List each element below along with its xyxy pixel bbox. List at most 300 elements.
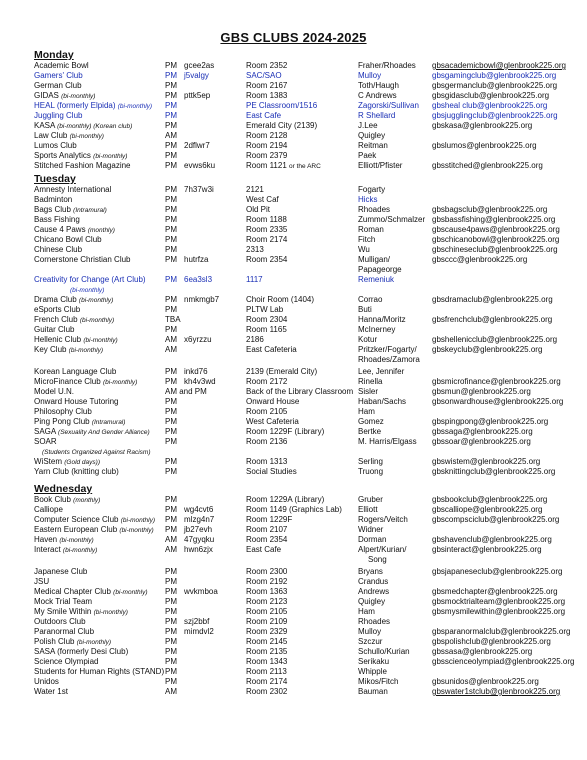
meeting-time: AM xyxy=(165,545,177,554)
classroom-code: 47gyqku xyxy=(184,535,215,544)
club-row xyxy=(34,265,564,275)
meeting-time: PM xyxy=(165,255,177,264)
section-heading-monday: Monday xyxy=(34,49,74,61)
advisor: Zagorski/Sullivan xyxy=(358,101,419,110)
advisor: Fraher/Rhoades xyxy=(358,61,416,70)
club-email[interactable]: gbsgermanclub@glenbrook225.org xyxy=(432,81,558,90)
club-note: (bi-monthly) xyxy=(93,609,128,616)
advisor: M. Harris/Elgass xyxy=(358,437,417,446)
advisor: J.Lee xyxy=(358,121,378,130)
club-email[interactable]: gbscause4paws@glenbrook225.org xyxy=(432,225,560,234)
meeting-time: PM xyxy=(165,275,177,284)
classroom-code: pttk5ep xyxy=(184,91,211,100)
club-name: Lumos Club xyxy=(34,141,77,150)
classroom-code: szj2bbf xyxy=(184,617,210,626)
club-name: Interact (bi-monthly) xyxy=(34,545,98,554)
room: Room 2136 xyxy=(246,437,288,446)
club-row xyxy=(34,617,564,627)
room: PLTW Lab xyxy=(246,305,284,314)
advisor: Toth/Haugh xyxy=(358,81,399,90)
club-email[interactable]: gbssoar@glenbrook225.org xyxy=(432,437,531,446)
room: 2121 xyxy=(246,185,264,194)
advisor: Whipple xyxy=(358,667,387,676)
club-email[interactable]: gbspolishclub@glenbrook225.org xyxy=(432,637,551,646)
advisor: Schullo/Kurian xyxy=(358,647,410,656)
club-note: (Intramural) xyxy=(91,419,126,426)
club-email[interactable]: gbsscienceolympiad@glenbrook225.org xyxy=(432,657,575,666)
club-row xyxy=(34,555,564,565)
room: Social Studies xyxy=(246,467,297,476)
club-email[interactable]: gbsonwardhouse@glenbrook225.org xyxy=(432,397,564,406)
club-name: Guitar Club xyxy=(34,325,75,334)
advisor: Roman xyxy=(358,225,384,234)
club-name: Korean Language Club xyxy=(34,367,117,376)
classroom-code: wvkmboa xyxy=(184,587,218,596)
club-row xyxy=(34,285,564,295)
club-email[interactable]: gbsjugglingclub@glenbrook225.org xyxy=(432,111,558,120)
room: 2139 (Emerald City) xyxy=(246,367,318,376)
meeting-time: PM xyxy=(165,467,177,476)
club-row xyxy=(34,647,564,657)
club-row xyxy=(34,495,564,505)
club-row xyxy=(34,91,564,101)
club-email[interactable]: gbskasa@glenbrook225.org xyxy=(432,121,533,130)
club-email[interactable]: gbsmocktrialteam@glenbrook225.org xyxy=(432,597,566,606)
advisor: Hicks xyxy=(358,195,378,204)
club-email[interactable]: gbsacademicbowl@glenbrook225.org xyxy=(432,61,566,70)
club-name: Medical Chapter Club (bi-monthly) xyxy=(34,587,148,596)
club-email[interactable]: gbswater1stclub@glenbrook225.org xyxy=(432,687,561,696)
room: PE Classroom/1516 xyxy=(246,101,318,110)
club-name: SASA (formerly Desi Club) xyxy=(34,647,129,656)
advisor: Kotur xyxy=(358,335,378,344)
advisor: Dorman xyxy=(358,535,387,544)
room: Room 2192 xyxy=(246,577,288,586)
meeting-time: PM xyxy=(165,235,177,244)
club-row xyxy=(34,355,564,365)
club-row xyxy=(34,597,564,607)
meeting-time: PM xyxy=(165,607,177,616)
meeting-time: PM xyxy=(165,647,177,656)
club-email[interactable]: gbsstitched@glenbrook225.org xyxy=(432,161,543,170)
advisor: Truong xyxy=(358,467,384,476)
club-name: Drama Club (bi-monthly) xyxy=(34,295,114,304)
club-name: Juggling Club xyxy=(34,111,83,120)
club-email[interactable]: gbspingpong@glenbrook225.org xyxy=(432,417,549,426)
club-name: Calliope xyxy=(34,505,63,514)
meeting-time: PM xyxy=(165,71,177,80)
meeting-time: PM xyxy=(165,185,177,194)
advisor: Corrao xyxy=(358,295,383,304)
club-name: Outdoors Club xyxy=(34,617,86,626)
meeting-time: PM xyxy=(165,657,177,666)
club-name: Water 1st xyxy=(34,687,68,696)
club-row xyxy=(34,225,564,235)
classroom-code: 7h37w3i xyxy=(184,185,214,194)
meeting-time: PM xyxy=(165,577,177,586)
club-row xyxy=(34,545,564,555)
room: Room 1383 xyxy=(246,91,288,100)
meeting-time: PM xyxy=(165,667,177,676)
club-name: Unidos xyxy=(34,677,59,686)
advisor: Rogers/Veitch xyxy=(358,515,408,524)
advisor: Rinella xyxy=(358,377,383,386)
club-note: (bi-monthly) xyxy=(119,527,154,534)
advisor: Gruber xyxy=(358,495,383,504)
room: Old Pit xyxy=(246,205,271,214)
classroom-code: inkd76 xyxy=(184,367,208,376)
club-note: (bi-monthly) xyxy=(117,103,153,110)
meeting-time: TBA xyxy=(165,315,181,324)
classroom-code: gcee2as xyxy=(184,61,215,70)
club-name: Haven (bi-monthly) xyxy=(34,535,94,544)
meeting-time: PM xyxy=(165,111,177,120)
classroom-code: kh4v3wd xyxy=(184,377,216,386)
club-row xyxy=(34,667,564,677)
meeting-time: PM xyxy=(165,587,177,596)
club-email[interactable]: gbscalliope@glenbrook225.org xyxy=(432,505,543,514)
meeting-time: PM xyxy=(165,61,177,70)
club-row xyxy=(34,101,564,111)
club-email[interactable]: gbsdramaclub@glenbrook225.org xyxy=(432,295,553,304)
advisor: Quigley xyxy=(358,597,386,606)
room: Room 2329 xyxy=(246,627,288,636)
room: Room 2302 xyxy=(246,687,288,696)
club-email[interactable]: gbsjapaneseclub@glenbrook225.org xyxy=(432,567,563,576)
room: West Cafeteria xyxy=(246,417,299,426)
club-note: (monthly) xyxy=(73,497,101,504)
room: Room 1165 xyxy=(246,325,287,334)
room: Room 1363 xyxy=(246,587,288,596)
club-row xyxy=(34,195,564,205)
club-row xyxy=(34,515,564,525)
room: Room 2304 xyxy=(246,315,288,324)
club-row xyxy=(34,377,564,387)
club-name: eSports Club xyxy=(34,305,81,314)
club-row xyxy=(34,305,564,315)
advisor: Ham xyxy=(358,607,375,616)
club-email[interactable]: gbsmysmilewithin@glenbrook225.org xyxy=(432,607,566,616)
classroom-code: 6ea3sl3 xyxy=(184,275,213,284)
room: Room 1343 xyxy=(246,657,288,666)
club-row xyxy=(34,577,564,587)
club-note-text: (Students Organized Against Racism) xyxy=(42,449,151,456)
room: Onward House xyxy=(246,397,300,406)
club-row xyxy=(34,627,571,637)
classroom-code: j5valgy xyxy=(184,71,209,80)
room: Room 2167 xyxy=(246,81,288,90)
advisor: Fitch xyxy=(358,235,376,244)
advisor: R Shellard xyxy=(358,111,396,120)
club-row xyxy=(34,215,564,225)
room: Room 2145 xyxy=(246,637,288,646)
advisor: Gomez xyxy=(358,417,384,426)
advisor: Serikaku xyxy=(358,657,390,666)
classroom-code: x6yrzzu xyxy=(184,335,212,344)
meeting-time: PM xyxy=(165,205,177,214)
club-note: (Gold days)) xyxy=(64,459,100,466)
meeting-time: AM xyxy=(165,131,177,140)
room: Room 1149 (Graphics Lab) xyxy=(246,505,342,514)
room: Room 2123 xyxy=(246,597,288,606)
meeting-time: PM xyxy=(165,225,177,234)
club-name: My Smile Within (bi-monthly) xyxy=(34,607,128,616)
club-name: Philosophy Club xyxy=(34,407,92,416)
meeting-time: PM xyxy=(165,457,177,466)
advisor: Andrews xyxy=(358,587,390,596)
club-email[interactable]: gbsbagsclub@glenbrook225.org xyxy=(432,205,548,214)
club-email[interactable]: gbsmun@glenbrook225.org xyxy=(432,387,531,396)
club-row xyxy=(34,535,564,545)
club-email[interactable]: gbssasa@glenbrook225.org xyxy=(432,647,533,656)
room: Room 2174 xyxy=(246,235,288,244)
club-name: HEAL (formerly Elpida) (bi-monthly) xyxy=(34,101,153,110)
club-email[interactable]: gbsmedchapter@glenbrook225.org xyxy=(432,587,558,596)
room: Room 1121 or the ARC xyxy=(246,161,321,170)
club-name: Chinese Club xyxy=(34,245,83,254)
classroom-code: evws6ku xyxy=(184,161,216,170)
room: Room 1229F xyxy=(246,515,293,524)
club-name: SAGA (Sexuality And Gender Alliance) xyxy=(34,427,150,436)
room: Room 2352 xyxy=(246,61,288,70)
room: Room 2128 xyxy=(246,131,288,140)
club-name: Badminton xyxy=(34,195,73,204)
club-note: (bi-monthly) xyxy=(78,297,114,304)
club-row xyxy=(34,505,564,515)
room: Room 2105 xyxy=(246,607,288,616)
advisor: Remeniuk xyxy=(358,275,395,284)
section-heading-tuesday: Tuesday xyxy=(34,173,76,185)
club-note: (bi-monthly) xyxy=(68,347,104,354)
room: West Caf xyxy=(246,195,279,204)
advisor: Song xyxy=(368,555,387,564)
club-row xyxy=(34,387,564,397)
club-note: (bi-monthly) xyxy=(93,153,128,160)
club-email[interactable]: gbsmicrofinance@glenbrook225.org xyxy=(432,377,561,386)
room: Room 2300 xyxy=(246,567,288,576)
club-row xyxy=(34,467,564,477)
room: Choir Room (1404) xyxy=(246,295,315,304)
club-row xyxy=(34,121,564,131)
room: East Cafe xyxy=(246,545,282,554)
advisor: Mulloy xyxy=(358,627,382,636)
club-row xyxy=(34,417,564,427)
room: Room 1229A (Library) xyxy=(246,495,325,504)
club-note: (bi-monthly) xyxy=(62,547,98,554)
meeting-time: PM xyxy=(165,427,177,436)
club-row xyxy=(34,657,575,667)
club-name: Science Olympiad xyxy=(34,657,99,666)
meeting-time: PM xyxy=(165,677,177,686)
club-row xyxy=(34,367,564,377)
meeting-time: PM xyxy=(165,367,177,376)
room: Room 2354 xyxy=(246,535,288,544)
room: Room 2107 xyxy=(246,525,288,534)
club-name: Sports Analytics (bi-monthly) xyxy=(34,151,128,160)
club-row xyxy=(34,151,564,161)
club-email[interactable]: gbschicanobowl@glenbrook225.org xyxy=(432,235,560,244)
advisor: Reitman xyxy=(358,141,388,150)
club-email[interactable]: gbswistem@glenbrook225.org xyxy=(432,457,541,466)
club-email[interactable]: gbschineseclub@glenbrook225.org xyxy=(432,245,558,254)
club-name: Law Club (bi-monthly) xyxy=(34,131,104,140)
advisor: Ham xyxy=(358,407,375,416)
club-name: Model U.N. xyxy=(34,387,75,396)
club-name: Cornerstone Christian Club xyxy=(34,255,131,264)
club-row xyxy=(34,525,564,535)
advisor: Bauman xyxy=(358,687,388,696)
club-email[interactable]: gbscompsciclub@glenbrook225.org xyxy=(432,515,560,524)
club-row xyxy=(34,81,564,91)
classroom-code: hwn6zjx xyxy=(184,545,213,554)
club-row xyxy=(34,295,564,305)
advisor: Lee, Jennifer xyxy=(358,367,405,376)
club-note: (Intramural) xyxy=(73,207,107,214)
club-row xyxy=(34,255,564,265)
classroom-code: wg4cvt6 xyxy=(184,505,214,514)
club-email[interactable]: gbsbassfishing@glenbrook225.org xyxy=(432,215,556,224)
room: Room 2135 xyxy=(246,647,288,656)
advisor: C Andrews xyxy=(358,91,397,100)
club-name: Stitched Fashion Magazine xyxy=(34,161,131,170)
meeting-time: PM xyxy=(165,161,177,170)
club-row xyxy=(34,407,564,417)
club-email[interactable]: gbsgidasclub@glenbrook225.org xyxy=(432,91,550,100)
club-email[interactable]: gbsccc@glenbrook225.org xyxy=(432,255,528,264)
club-email[interactable]: gbssaga@glenbrook225.org xyxy=(432,427,533,436)
club-row xyxy=(34,457,564,467)
club-email[interactable]: gbsgamingclub@glenbrook225.org xyxy=(432,71,557,80)
page-title: GBS CLUBS 2024-2025 xyxy=(220,30,367,45)
club-email[interactable]: gbshavenclub@glenbrook225.org xyxy=(432,535,552,544)
club-name: Paranormal Club xyxy=(34,627,95,636)
advisor: Rhoades/Zamora xyxy=(358,355,420,364)
meeting-time: PM xyxy=(165,121,177,130)
advisor: Widner xyxy=(358,525,384,534)
meeting-time: PM xyxy=(165,245,177,254)
club-email[interactable]: gbsunidos@glenbrook225.org xyxy=(432,677,539,686)
meeting-time: PM xyxy=(165,637,177,646)
club-name: JSU xyxy=(34,577,50,586)
club-name: Computer Science Club (bi-monthly) xyxy=(34,515,156,524)
club-name: Creativity for Change (Art Club) xyxy=(34,275,146,284)
club-row xyxy=(34,235,564,245)
meeting-time: PM xyxy=(165,91,177,100)
advisor: Szczur xyxy=(358,637,383,646)
club-row xyxy=(34,71,564,81)
advisor: Wu xyxy=(358,245,370,254)
club-row xyxy=(34,335,564,345)
meeting-time: PM xyxy=(165,215,177,224)
meeting-time: PM xyxy=(165,141,177,150)
room: Room 2354 xyxy=(246,255,288,264)
meeting-time: PM xyxy=(165,305,177,314)
advisor: Mulligan/ xyxy=(358,255,391,264)
advisor: Mulloy xyxy=(358,71,382,80)
room: Back of the Library Classroom xyxy=(246,387,354,396)
club-email[interactable]: gbskeyclub@glenbrook225.org xyxy=(432,345,543,354)
club-name: Eastern European Club (bi-monthly) xyxy=(34,525,154,534)
club-name: French Club (bi-monthly) xyxy=(34,315,115,324)
meeting-time: PM xyxy=(165,407,177,416)
advisor: Alpert/Kurian/ xyxy=(358,545,407,554)
club-name: Hellenic Club (bi-monthly) xyxy=(34,335,118,344)
club-name: Students for Human Rights (STAND) xyxy=(34,667,165,676)
club-row xyxy=(34,185,564,195)
room: Room 2113 xyxy=(246,667,287,676)
meeting-time: PM xyxy=(165,525,177,534)
advisor: Pritzker/Fogarty/ xyxy=(358,345,417,354)
club-row xyxy=(34,567,564,577)
club-name: Onward House Tutoring xyxy=(34,397,119,406)
club-email[interactable]: gbsheal club@glenbrook225.org xyxy=(432,101,548,110)
club-name: Yarn Club (knitting club) xyxy=(34,467,119,476)
club-row xyxy=(34,61,564,71)
club-row xyxy=(34,437,564,447)
classroom-code: hutrfza xyxy=(184,255,209,264)
room: SAC/SAO xyxy=(246,71,282,80)
meeting-time: PM xyxy=(165,417,177,426)
advisor: Fogarty xyxy=(358,185,386,194)
classroom-code: nmkmgb7 xyxy=(184,295,220,304)
club-name: Book Club (monthly) xyxy=(34,495,101,504)
club-name: GIDAS (bi-monthly) xyxy=(34,91,96,100)
club-note: (bi-monthly) xyxy=(102,379,138,386)
meeting-time: PM xyxy=(165,567,177,576)
club-note: (bi-monthly) xyxy=(59,537,94,544)
club-note: (bi-monthly) xyxy=(76,639,112,646)
room: Emerald City (2139) xyxy=(246,121,318,130)
club-name: KASA (bi-monthly) (Korean club) xyxy=(34,121,133,130)
club-email[interactable]: gbsfrenchclub@glenbrook225.org xyxy=(432,315,553,324)
club-note: (bi-monthly) (Korean club) xyxy=(57,123,133,130)
club-email[interactable]: gbslumos@glenbrook225.org xyxy=(432,141,537,150)
club-row xyxy=(34,275,564,285)
meeting-time: PM xyxy=(165,437,177,446)
club-email[interactable]: gbsknittingclub@glenbrook225.org xyxy=(432,467,556,476)
club-row xyxy=(34,397,564,407)
meeting-time: AM xyxy=(165,535,177,544)
club-email[interactable]: gbshellenicclub@glenbrook225.org xyxy=(432,335,558,344)
advisor: Sisler xyxy=(358,387,379,396)
club-row xyxy=(34,637,564,647)
club-email[interactable]: gbsparanormalclub@glenbrook225.org xyxy=(432,627,571,636)
club-email[interactable]: gbsbookclub@glenbrook225.org xyxy=(432,495,548,504)
meeting-time: PM xyxy=(165,151,177,160)
meeting-time: AM xyxy=(165,687,177,696)
meeting-time: AM and PM xyxy=(165,387,207,396)
club-note: (bi-monthly) xyxy=(69,133,104,140)
club-note: (bi-monthly) xyxy=(120,517,156,524)
club-name: Academic Bowl xyxy=(34,61,89,70)
club-note: (monthly) xyxy=(87,227,115,234)
advisor: Bertke xyxy=(358,427,382,436)
advisor: Crandus xyxy=(358,577,389,586)
club-email[interactable]: gbsinteract@glenbrook225.org xyxy=(432,545,542,554)
advisor: Buti xyxy=(358,305,372,314)
room: Room 1313 xyxy=(246,457,288,466)
club-row xyxy=(34,687,564,697)
club-name: Bass Fishing xyxy=(34,215,80,224)
meeting-time: PM xyxy=(165,325,177,334)
club-name: Cause 4 Paws (monthly) xyxy=(34,225,115,234)
club-name: SOAR xyxy=(34,437,57,446)
club-name: Key Club (bi-monthly) xyxy=(34,345,104,354)
club-row xyxy=(34,677,564,687)
room: Room 2105 xyxy=(246,407,288,416)
room: Room 2174 xyxy=(246,677,288,686)
meeting-time: PM xyxy=(165,627,177,636)
